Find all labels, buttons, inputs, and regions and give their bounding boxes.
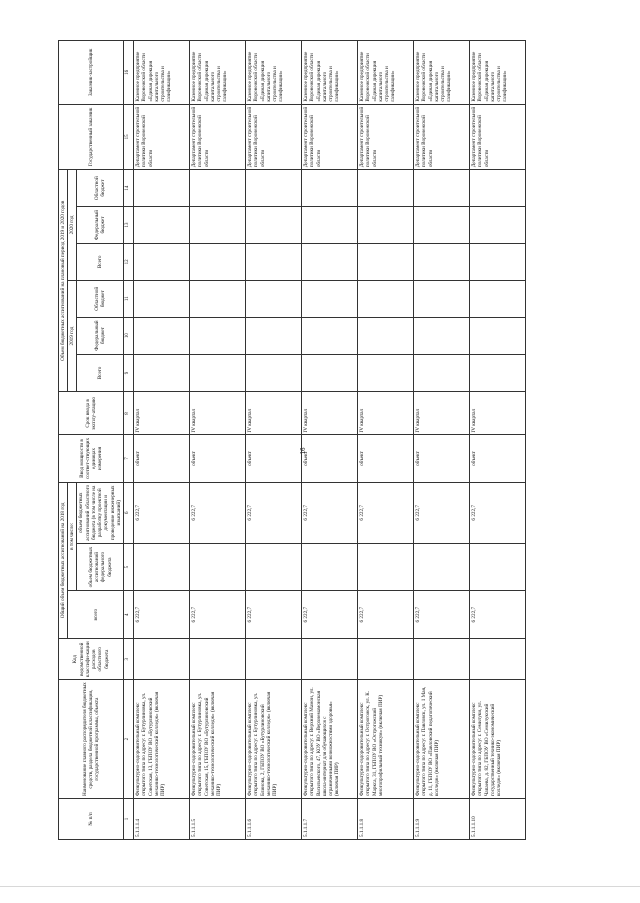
total-2020 [134,243,190,280]
object-name: Физкультурно-оздоровительный комплекс открытого типа по адресу: г. Семилуки, ул. Чапаева, д. 82, ГБПОУ ВО «Семилукский государственный технико-экономический колледж» (включая ПИР) [470,680,526,799]
federal-2018 [470,544,526,591]
federal-2019 [246,317,302,354]
col-number: 16 [124,41,134,105]
total-2019 [190,354,246,392]
total-2018: 6 222,7 [190,591,246,639]
regional-2019 [470,280,526,317]
header-2018-reg: объем бюджетных ассигнований областного бюджета (в том числе на разработку проектной документации и проведение инженерных изысканий) [77,482,124,543]
total-2020 [470,243,526,280]
header-2018-fed: объем бюджетных ассигнований федерального бюджета [77,544,124,591]
total-2020 [246,243,302,280]
federal-2018 [134,544,190,591]
developer: Казенное предприятие Воронежской области «Единая дирекция капитального строительства и газификации» [134,41,190,105]
capacity: объект [358,435,414,482]
col-number: 8 [124,392,134,435]
object-name: Физкультурно-оздоровительный комплекс открытого типа по адресу: г. Павловск, ул. 1 Мая, д. 11, ГБПОУ ВО «Павловский педагогический колледж» (включая ПИР) [414,680,470,799]
budget-code [190,639,246,680]
header-2020-total: Всего [77,243,124,280]
table-body [134,41,526,840]
federal-2020 [190,207,246,244]
commission-term: IV квартал [470,392,526,435]
federal-2020 [246,207,302,244]
budget-code [414,639,470,680]
regional-2020 [134,170,190,207]
budget-table [58,40,526,840]
budget-code [470,639,526,680]
header-2019-fed: Федеральный бюджет [77,317,124,354]
federal-2018 [414,544,470,591]
col-number: 4 [124,591,134,639]
total-2018: 6 222,7 [134,591,190,639]
commission-term: IV квартал [190,392,246,435]
regional-2018: 6 222,7 [358,482,414,543]
col-number: 13 [124,207,134,244]
commission-term: IV квартал [134,392,190,435]
col-number: 11 [124,280,134,317]
header-2020-fed: Федеральный бюджет [77,207,124,244]
total-2018: 6 222,7 [414,591,470,639]
federal-2019 [358,317,414,354]
state-customer: Департамент строительной политики Воронежской области [134,104,190,170]
row-number: 5.1.1.1.6 [246,799,302,840]
federal-2019 [414,317,470,354]
col-number: 12 [124,243,134,280]
regional-2020 [190,170,246,207]
federal-2019 [470,317,526,354]
state-customer: Департамент строительной политики Воронежской области [246,104,302,170]
total-2018: 6 222,7 [246,591,302,639]
regional-2020 [302,170,358,207]
object-name: Физкультурно-оздоровительный комплекс открытого типа по адресу: г. Бутурлиновка, ул. Советская, 15, ГБПОУ ВО «Бутурлиновский механико-технологический колледж» (включая ПИР) [190,680,246,799]
table-row [414,41,470,840]
capacity: объект [302,435,358,482]
object-name: Физкультурно-оздоровительный комплекс открытого типа по адресу: г. Бутурлиновка, ул. Блинова, 2, ГБПОУ ВО «Бутурлиновский механико-технологический колледж» (включая ПИР) [246,680,302,799]
col-number: 10 [124,317,134,354]
commission-term: IV квартал [414,392,470,435]
total-2019 [302,354,358,392]
row-number: 5.1.1.1.4 [134,799,190,840]
col-number: 5 [124,544,134,591]
total-2018: 6 222,7 [470,591,526,639]
table-row [470,41,526,840]
state-customer: Департамент строительной политики Воронежской области [302,104,358,170]
row-number: 5.1.1.1.8 [358,799,414,840]
regional-2018: 6 222,7 [470,482,526,543]
developer: Казенное предприятие Воронежской области «Единая дирекция капитального строительства и газификации» [414,41,470,105]
scan-edge-line [0,886,640,887]
header-term: Срок ввода в эксплу-атацию [59,392,124,435]
header-2018-total: всего [68,591,124,639]
regional-2019 [414,280,470,317]
table-row [134,41,190,840]
row-number: 5.1.1.1.10 [470,799,526,840]
commission-term: IV квартал [358,392,414,435]
rotated-table-container [58,40,558,840]
page-number: 16 [299,447,307,455]
capacity: объект [190,435,246,482]
federal-2020 [414,207,470,244]
budget-code [302,639,358,680]
table-row [302,41,358,840]
col-number: 14 [124,170,134,207]
header-2020-reg: Областной бюджет [77,170,124,207]
object-name: Физкультурно-оздоровительный комплекс открытого типа по адресу: г. Острогожск, ул. К. Маркса, 31, ГБПОУ ВО «Острогожский многопрофильный техникум» (включая ПИР) [358,680,414,799]
object-name: Физкультурно-оздоровительный комплекс открытого типа по адресу: г. Верхний Мамон, ул. Васильевского, 47, КОУ ВО «Верхнемамонская школа-интернат для обучающихся с ограниченными возможностями здоровья» (включая ПИР) [302,680,358,799]
state-customer: Департамент строительной политики Воронежской области [414,104,470,170]
regional-2019 [190,280,246,317]
col-number: 2 [124,680,134,799]
column-number-row [124,41,134,840]
total-2020 [190,243,246,280]
header-capacity: Ввод мощности в соответ-ствующих единицах измерения [59,435,124,482]
federal-2018 [246,544,302,591]
regional-2018: 6 222,7 [246,482,302,543]
table-row [190,41,246,840]
federal-2018 [358,544,414,591]
header-2020: 2020 год [68,170,77,281]
federal-2018 [302,544,358,591]
capacity: объект [246,435,302,482]
federal-2018 [190,544,246,591]
developer: Казенное предприятие Воронежской области «Единая дирекция капитального строительства и газификации» [246,41,302,105]
regional-2018: 6 222,7 [134,482,190,543]
col-number: 3 [124,639,134,680]
regional-2020 [470,170,526,207]
state-customer: Департамент строительной политики Воронежской области [358,104,414,170]
budget-code [358,639,414,680]
total-2019 [414,354,470,392]
regional-2019 [134,280,190,317]
col-number: 9 [124,354,134,392]
developer: Казенное предприятие Воронежской области «Единая дирекция капитального строительства и газификации» [190,41,246,105]
federal-2019 [134,317,190,354]
capacity: объект [414,435,470,482]
regional-2018: 6 222,7 [414,482,470,543]
capacity: объект [470,435,526,482]
total-2020 [414,243,470,280]
regional-2020 [246,170,302,207]
developer: Казенное предприятие Воронежской области «Единая дирекция капитального строительства и газификации» [302,41,358,105]
col-number: 7 [124,435,134,482]
header-customer: Государственный заказчик [59,104,124,170]
row-number: 5.1.1.1.7 [302,799,358,840]
header-volume-planned: Объем бюджетных ассигнований на плановый период 2019 и 2020 годов [59,170,68,392]
federal-2019 [302,317,358,354]
header-volume-2018: Общий объем бюджетных ассигнований на 2018 год [59,482,68,639]
state-customer: Департамент строительной политики Воронежской области [470,104,526,170]
budget-code [246,639,302,680]
developer: Казенное предприятие Воронежской области «Единая дирекция капитального строительства и газификации» [470,41,526,105]
total-2019 [134,354,190,392]
col-number: 15 [124,104,134,170]
row-number: 5.1.1.1.5 [190,799,246,840]
regional-2019 [302,280,358,317]
total-2020 [302,243,358,280]
budget-code [134,639,190,680]
capacity: объект [134,435,190,482]
header-2018-incl: в том числе: [68,482,77,591]
header-2019-total: Всего [77,354,124,392]
federal-2020 [470,207,526,244]
header-builder: Заказчик-застройщик [59,41,124,105]
header-name: Наименование главного распорядителя бюджетных средств, раздела бюджетной классификации, государственной программы, объекта [59,680,124,799]
total-2018: 6 222,7 [302,591,358,639]
commission-term: IV квартал [246,392,302,435]
regional-2018: 6 222,7 [302,482,358,543]
total-2019 [246,354,302,392]
object-name: Физкультурно-оздоровительный комплекс открытого типа по адресу: г. Бутурлиновка, ул. Советская, 13, ГБПОУ ВО «Бутурлиновский механико-технологический колледж» (включая ПИР) [134,680,190,799]
federal-2020 [358,207,414,244]
header-2019: 2019 год [68,280,77,392]
state-customer: Департамент строительной политики Воронежской области [190,104,246,170]
total-2020 [358,243,414,280]
regional-2018: 6 222,7 [190,482,246,543]
commission-term: IV квартал [302,392,358,435]
regional-2020 [414,170,470,207]
row-number: 5.1.1.1.9 [414,799,470,840]
total-2019 [470,354,526,392]
col-number: 6 [124,482,134,543]
regional-2019 [246,280,302,317]
table-row [246,41,302,840]
table-row [358,41,414,840]
regional-2019 [358,280,414,317]
col-number: 1 [124,799,134,840]
federal-2020 [302,207,358,244]
developer: Казенное предприятие Воронежской области «Единая дирекция капитального строительства и газификации» [358,41,414,105]
federal-2019 [190,317,246,354]
total-2018: 6 222,7 [358,591,414,639]
regional-2020 [358,170,414,207]
header-2019-reg: Областной бюджет [77,280,124,317]
total-2019 [358,354,414,392]
header-code: Код ведомственной классифи-кации расходов областного бюджета [59,639,124,680]
header-num: № п/п [59,799,124,840]
federal-2020 [134,207,190,244]
